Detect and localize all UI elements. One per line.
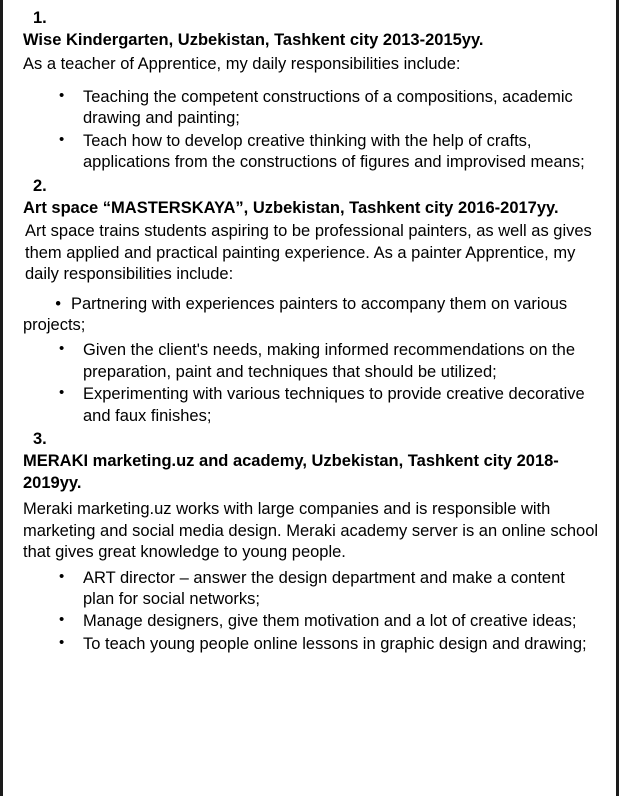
list-item: • Given the client's needs, making informed recommendations on the preparation, paint and techniques that should be utilized; [71,340,600,383]
section-number: 2. [33,176,47,195]
section-3 [23,429,600,655]
list-item: • Teach how to develop creative thinking with the help of crafts, applications from the constructions of figures and improvised means; [71,131,600,174]
section-number: 3. [33,430,47,449]
list-item-wide [23,294,600,337]
section-intro: As a teacher of Apprentice, my daily responsibilities include: [23,54,461,73]
section-number: 1. [33,9,47,27]
list-item: • ART director – answer the design department and make a content plan for social networks; [71,568,600,611]
section-intro: Art space trains students aspiring to be professional painters, as well as gives them applied and practical painting experience. As a painter Apprentice, my daily responsibilities include: [25,222,592,284]
section-bullet-list [23,568,600,656]
bullet-marker: • [55,294,61,313]
list-item: • Teaching the competent constructions of a compositions, academic drawing and painting; [71,87,600,130]
list-item: • Manage designers, give them motivation and a lot of creative ideas; [71,611,600,632]
document-content [3,0,616,655]
list-item: • To teach young people online lessons in graphic design and drawing; [71,634,600,655]
list-item: • Experimenting with various techniques to provide creative decorative and faux finishes; [71,384,600,427]
section-intro: Meraki marketing.uz works with large companies and is responsible with marketing and social media design. Meraki academy server is an online school that gives great knowledge to young people. [23,500,599,562]
section-heading: MERAKI marketing.uz and academy, Uzbekistan, Tashkent city 2018-2019yy. [23,452,559,492]
section-1 [23,8,600,174]
section-2 [23,176,600,427]
spacer [23,77,600,83]
section-heading: Wise Kindergarten, Uzbekistan, Tashkent city 2013-2015yy. [23,31,484,50]
section-bullet-list [23,340,600,427]
section-bullet-list [23,87,600,174]
list-item-text: Partnering with experiences painters to accompany them on various projects; [23,294,568,335]
section-heading: Art space “MASTERSKAYA”, Uzbekistan, Tashkent city 2016-2017yy. [23,198,559,217]
